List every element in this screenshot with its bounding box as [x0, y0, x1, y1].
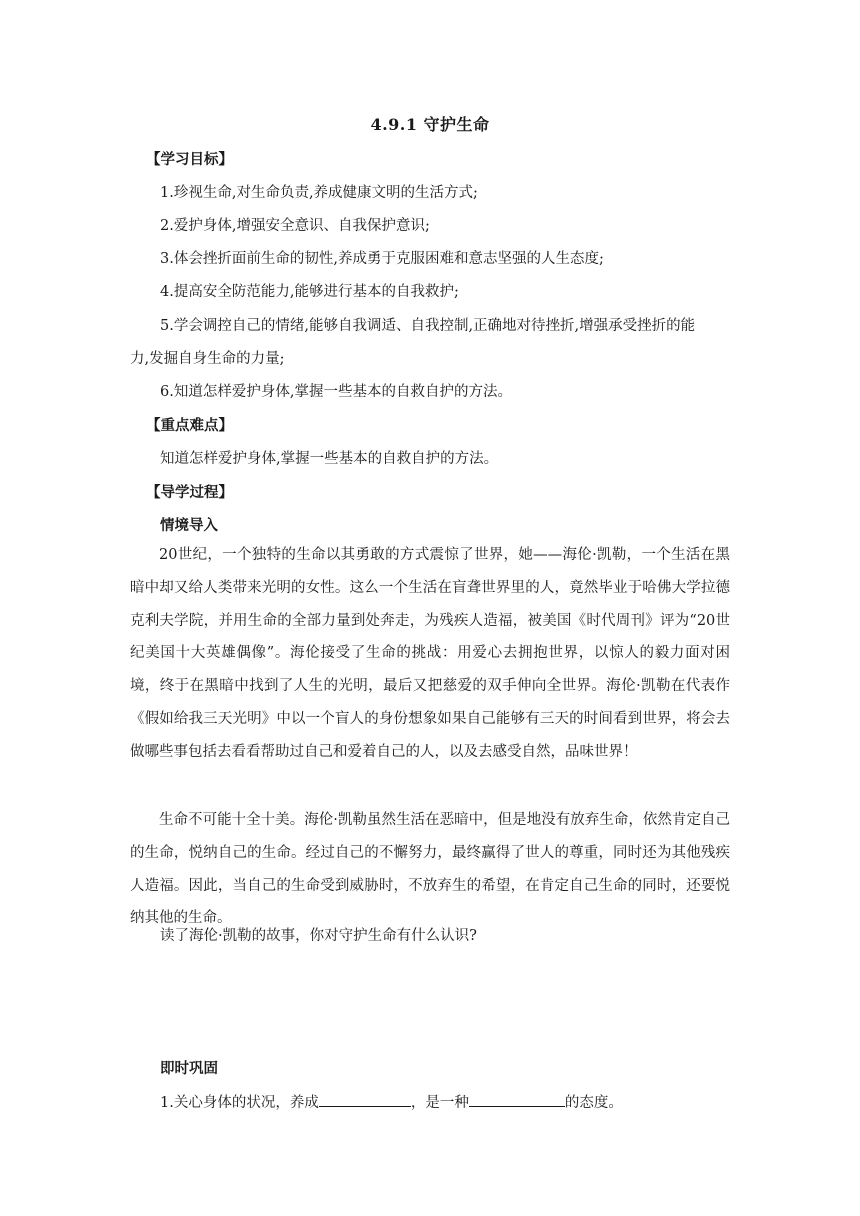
- goal-item: 2.爱护身体,增强安全意识、自我保护意识;: [160, 218, 430, 234]
- practice-question-1: [160, 1091, 623, 1112]
- process-heading: 【导学过程】: [146, 484, 233, 501]
- q1-text-part2: ，是一种: [410, 1095, 469, 1111]
- goals-heading: 【学习目标】: [146, 151, 233, 168]
- page-title: 4.9.1 守护生命: [370, 115, 490, 134]
- goal-item: 1.珍视生命,对生命负责,养成健康文明的生活方式;: [160, 185, 478, 201]
- practice-subheading: 即时巩固: [160, 1060, 218, 1077]
- answer-blank-2[interactable]: [469, 1092, 565, 1107]
- q1-text-part3: 的态度。: [564, 1095, 623, 1111]
- intro-subheading: 情境导入: [160, 517, 218, 534]
- answer-blank-1[interactable]: [319, 1092, 411, 1107]
- reflection-question: 读了海伦·凯勒的故事，你对守护生命有什么认识?: [160, 928, 477, 944]
- q1-text-part1: 1.关心身体的状况，养成: [160, 1095, 319, 1111]
- goal-item: 4.提高安全防范能力,能够进行基本的自我救护;: [160, 284, 459, 300]
- goal-item: 3.体会挫折面前生命的韧性,养成勇于克服困难和意志坚强的人生态度;: [160, 251, 604, 267]
- key-points-text: 知道怎样爱护身体,掌握一些基本的自救自护的方法。: [160, 451, 499, 467]
- goal-item: 5.学会调控自己的情绪,能够自我调适、自我控制,正确地对待挫折,增强承受挫折的能: [160, 318, 696, 334]
- story-paragraph-2: 生命不可能十全十美。海伦·凯勒虽然生活在恶暗中，但是地没有放弃生命，依然肯定自己的生命，悦纳自己的生命。经过自己的不懈努力，最终赢得了世人的尊重，同时还为其他残疾人造福。因此，当自己的生命受到威胁时，不放弃生的希望，在肯定自己生命的同时，还要悦纳其他的生命。: [130, 812, 730, 927]
- key-points-heading: 【重点难点】: [146, 417, 233, 434]
- goal-item-continuation: 力,发掘自身生命的力量;: [130, 351, 285, 367]
- goal-item: 6.知道怎样爱护身体,掌握一些基本的自救自护的方法。: [160, 384, 512, 400]
- story-paragraph-1: 20世纪，一个独特的生命以其勇敢的方式震惊了世界，她——海伦·凯勒，一个生活在黑暗中却又给人类带来光明的女性。这么一个生活在盲聋世界里的人，竟然毕业于哈佛大学拉德克利夫学院，并用生命的全部力量到处奔走，为残疾人造福，被美国《时代周刊》评为“20世纪美国十大英雄偶像”。海伦接受了生命的挑战：用爱心去拥抱世界，以惊人的毅力面对困境，终于在黑暗中找到了人生的光明，最后又把慈爱的双手伸向全世界。海伦·凯勒在代表作《假如给我三天光明》中以一个盲人的身份想象如果自己能够有三天的时间看到世界，将会去做哪些事包括去看看帮助过自己和爱着自己的人，以及去感受自然，品味世界！: [130, 547, 730, 760]
